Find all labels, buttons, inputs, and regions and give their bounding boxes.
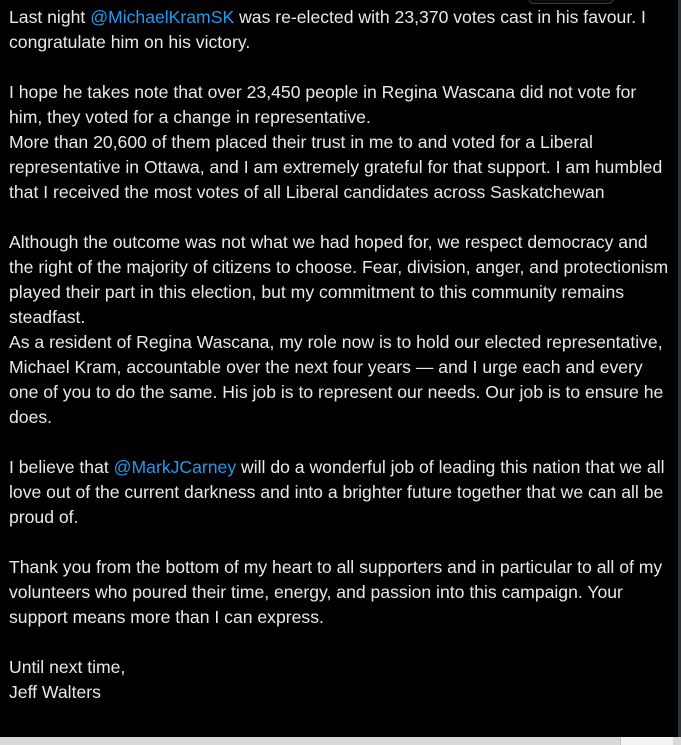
paragraph-liberal-support: More than 20,600 of them placed their trust in me to and voted for a Liberal representative in Ottawa, and I am extremely grateful for that support. I am humbled that I received the most votes of all Liberal candidates across Saskatchewan [9,132,663,202]
text-segment: I believe that [9,457,114,477]
paragraph-gap [9,630,669,655]
closing-line: Until next time, [9,657,126,677]
text-segment: Last night [9,7,91,27]
text-segment: was re-elected with 23,370 votes cast in his favour. I congratulate him on his victory. [9,7,646,52]
paragraph-role: As a resident of Regina Wascana, my role now is to hold our elected representative, Michael Kram, accountable over the next four years — and I urge each and every one of you to do the same. His job is to represent our needs. Our job is to ensure he does. [9,332,664,427]
mention-michaelkramsk-link[interactable]: @MichaelKramSK [90,7,235,27]
signature: Jeff Walters [9,682,101,702]
paragraph-votes-against: I hope he takes note that over 23,450 people in Regina Wascana did not vote for him, they voted for a change in representative. [9,82,637,127]
paragraph-outcome: Although the outcome was not what we had hoped for, we respect democracy and the right of the majority of citizens to choose. Fear, division, anger, and protectionism played their part in this election, but my commitment to this community remains steadfast. [9,232,669,327]
bottom-bar-chip [620,737,673,745]
top-edge-tab [528,0,614,4]
paragraph-gap [9,530,669,555]
bottom-bar [0,737,681,745]
text-segment: will do a wonderful job of leading this nation that we all love out of the current darkness and into a brighter future together that we can all be proud of. [9,457,665,527]
paragraph-gap [9,205,669,230]
paragraph-carney [9,455,669,530]
paragraph-election-result [9,5,669,55]
paragraph-thanks: Thank you from the bottom of my heart to all supporters and in particular to all of my volunteers who poured their time, energy, and passion into this campaign. Your support means more than I can express. [9,557,663,627]
paragraph-gap [9,430,669,455]
paragraph-gap [9,55,669,80]
post-body [9,5,669,705]
mention-markjcarney-link[interactable]: @MarkJCarney [113,457,237,477]
